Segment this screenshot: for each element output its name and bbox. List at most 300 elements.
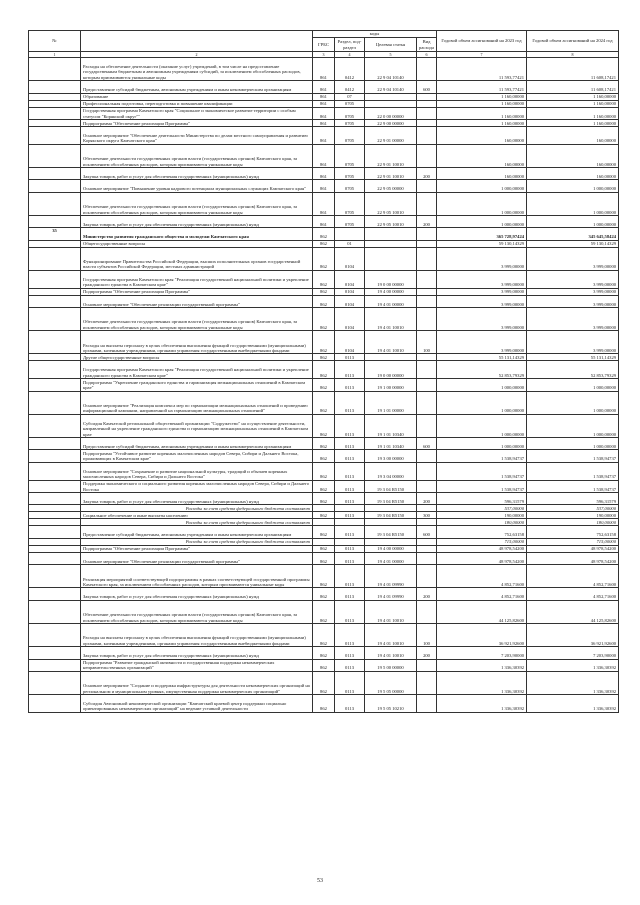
row-description: Министерство развития гражданского общества и молодежи Камчатского края (81, 228, 313, 240)
row-grbs: 862 (313, 228, 335, 240)
row-description: Подпрограмма "Развитие гражданской активности и государственная поддержка некоммерческих неправительственных организаций" (81, 659, 313, 671)
row-description: Основное мероприятие "Обеспечение деятельности Министерства по делам местного самоуправления и развитию Корякского округа Камчатского края" (81, 126, 313, 144)
row-amount-2023: 365 728,97424 (437, 228, 527, 240)
row-celevaya: 19 4 01 09990 (365, 588, 417, 600)
row-amount-2024: 48 978,54200 (527, 545, 619, 552)
row-celevaya (365, 354, 417, 361)
row-amount-2024: 48 978,54200 (527, 552, 619, 564)
row-amount-2024: 180,00000 (527, 519, 619, 526)
row-celevaya: 19 5 00 00000 (365, 659, 417, 671)
row-description: Закупка товаров, работ и услуг для обеспечения государственных (муниципальных) нужд (81, 492, 313, 504)
row-amount-2023: 3 999,00000 (437, 331, 527, 354)
row-description: Подпрограмма "Обеспечение реализации Программы" (81, 545, 313, 552)
row-grbs: 862 (313, 545, 335, 552)
table-row (29, 228, 619, 240)
row-razdel: 0104 (335, 331, 365, 354)
row-description: Подпрограмма "Обеспечение реализации Программы" (81, 119, 313, 126)
row-celevaya: 19 4 00 00000 (365, 288, 417, 295)
table-row (29, 288, 619, 295)
row-razdel: 0104 (335, 308, 365, 331)
row-amount-2023: 48 978,54200 (437, 552, 527, 564)
row-razdel: 0113 (335, 552, 365, 564)
row-razdel: 0113 (335, 671, 365, 694)
row-description: Закупка товаров, работ и услуг для обеспечения государственных (муниципальных) нужд (81, 167, 313, 179)
row-razdel: 0113 (335, 361, 365, 379)
row-amount-2023: 1 336,30392 (437, 671, 527, 694)
row-razdel (335, 505, 365, 512)
row-grbs: 862 (313, 671, 335, 694)
row-razdel: 0113 (335, 695, 365, 713)
row-razdel: 0113 (335, 526, 365, 538)
row-celevaya (365, 247, 417, 270)
row-amount-2023: 4 852,71600 (437, 565, 527, 588)
row-amount-2024: 1 336,30392 (527, 671, 619, 694)
row-amount-2023: 190,00000 (437, 512, 527, 519)
row-grbs: 861 (313, 58, 335, 81)
row-description: Основное мероприятие "Создание и поддержка инфраструктуры для деятельности некоммерческих организаций на региональном и муниципальном уровнях, имущественная поддержка некоммерческих организаций" (81, 671, 313, 694)
row-celevaya: 19 3 04 R5150 (365, 512, 417, 519)
row-vid (417, 354, 437, 361)
row-vid (417, 144, 437, 167)
row-description: Субсидия Автономной некоммерческой организации "Камчатский краевой центр поддержки социально ориентированных некоммерческих организаций" на ведение уставной деятельности (81, 695, 313, 713)
row-vid (417, 480, 437, 492)
row-number (29, 58, 81, 81)
column-number: 1 (29, 52, 81, 58)
row-description: Закупка товаров, работ и услуг для обеспечения государственных (муниципальных) нужд (81, 215, 313, 227)
row-amount-2024: 3 999,00000 (527, 288, 619, 295)
row-number (29, 512, 81, 519)
row-grbs: 862 (313, 450, 335, 462)
row-grbs: 862 (313, 240, 335, 247)
row-vid (417, 308, 437, 331)
row-amount-2023: 1 000,00000 (437, 438, 527, 450)
row-amount-2024: 4 852,71600 (527, 588, 619, 600)
row-amount-2024: 190,00000 (527, 512, 619, 519)
budget-table (28, 30, 619, 713)
row-amount-2023: 1 000,00000 (437, 192, 527, 215)
row-razdel: 0113 (335, 480, 365, 492)
row-amount-2024: 3 999,00000 (527, 247, 619, 270)
row-amount-2024: 160,00000 (527, 167, 619, 179)
row-vid: 200 (417, 647, 437, 659)
row-celevaya: 19 0 00 00000 (365, 361, 417, 379)
row-amount-2024: 4 852,71600 (527, 565, 619, 588)
table-row (29, 100, 619, 107)
row-amount-2024: 1 336,30392 (527, 695, 619, 713)
table-row (29, 659, 619, 671)
row-amount-2023: 160,00000 (437, 126, 527, 144)
row-description: Расходы за счет средств федерального бюджета составляют (81, 538, 313, 545)
row-amount-2023: 3 999,00000 (437, 295, 527, 307)
row-description: Расходы на обеспечение деятельности (оказание услуг) учреждений, в том числе на предоставление государственным бюджетным и автономным учреждениям субсидий, за исключением обособленных расходов, которым присваиваются уникальные коды (81, 58, 313, 81)
row-grbs: 861 (313, 215, 335, 227)
row-celevaya: 22 9 01 00000 (365, 126, 417, 144)
row-description: Предоставление субсидий бюджетным, автономным учреждениям и иным некоммерческим организациям (81, 526, 313, 538)
row-description: Основное мероприятие "Повышение уровня кадрового потенциала муниципальных служащих Камчатского края" (81, 180, 313, 192)
table-row (29, 331, 619, 354)
row-description: Другие общегосударственные вопросы (81, 354, 313, 361)
row-number (29, 270, 81, 288)
row-grbs: 861 (313, 144, 335, 167)
table-row (29, 450, 619, 462)
row-celevaya: 19 4 00 00000 (365, 545, 417, 552)
row-description: Расходы за счет средств федерального бюджета составляют (81, 519, 313, 526)
column-number: 3 (313, 52, 335, 58)
row-description: Подпрограмма "Обеспечение реализации Программы" (81, 288, 313, 295)
row-number (29, 565, 81, 588)
row-razdel: 07 (335, 93, 365, 100)
row-amount-2024: 715,00000 (527, 538, 619, 545)
budget-page (28, 30, 618, 713)
row-celevaya: 22 0 00 00000 (365, 107, 417, 119)
row-razdel: 0705 (335, 192, 365, 215)
row-celevaya: 22 9 04 10140 (365, 81, 417, 93)
row-number (29, 93, 81, 100)
row-description: Подпрограмма "Укрепление гражданского единства и гармонизация межнациональных отношений в Камчатском крае" (81, 379, 313, 391)
row-amount-2023: 3 999,00000 (437, 288, 527, 295)
table-row (29, 492, 619, 504)
row-description: Реализация мероприятий соответствующей подпрограммы в рамках соответствующей государственной программы Камчатского края, за исключением обособленных расходов, которым присваиваются уникальные коды (81, 565, 313, 588)
row-grbs: 862 (313, 379, 335, 391)
row-amount-2023: 1 000,00000 (437, 391, 527, 414)
row-number (29, 100, 81, 107)
table-body (29, 58, 619, 713)
row-razdel: 0113 (335, 647, 365, 659)
row-amount-2024: 1 538,94737 (527, 462, 619, 480)
row-vid (417, 600, 437, 623)
row-grbs: 861 (313, 119, 335, 126)
row-razdel: 0113 (335, 391, 365, 414)
row-vid (417, 126, 437, 144)
row-celevaya: 19 4 01 10010 (365, 308, 417, 331)
row-grbs: 862 (313, 695, 335, 713)
row-number (29, 126, 81, 144)
table-row (29, 192, 619, 215)
row-description: Основное мероприятие "Сохранение и развитие национальной культуры, традиций и обычаев коренных малочисленных народов Севера, Сибири и Дальнего Востока" (81, 462, 313, 480)
row-celevaya: 22 9 04 10140 (365, 58, 417, 81)
row-celevaya: 22 9 01 10010 (365, 167, 417, 179)
row-grbs: 862 (313, 361, 335, 379)
row-vid (417, 565, 437, 588)
row-razdel: 0705 (335, 144, 365, 167)
row-description: Образование (81, 93, 313, 100)
table-row (29, 438, 619, 450)
table-row (29, 119, 619, 126)
row-razdel: 0113 (335, 623, 365, 646)
row-razdel: 0705 (335, 119, 365, 126)
row-number (29, 552, 81, 564)
row-vid: 200 (417, 215, 437, 227)
table-row (29, 623, 619, 646)
row-amount-2024: 55 131,14329 (527, 354, 619, 361)
table-row (29, 671, 619, 694)
row-number (29, 623, 81, 646)
row-vid: 600 (417, 438, 437, 450)
row-number (29, 180, 81, 192)
row-description: Закупка товаров, работ и услуг для обеспечения государственных (муниципальных) нужд (81, 588, 313, 600)
row-grbs: 862 (313, 354, 335, 361)
row-grbs: 862 (313, 270, 335, 288)
row-number (29, 492, 81, 504)
row-amount-2023: 1 160,00000 (437, 100, 527, 107)
row-razdel: 0104 (335, 288, 365, 295)
row-amount-2024: 1 000,00000 (527, 391, 619, 414)
row-number (29, 379, 81, 391)
row-number (29, 462, 81, 480)
row-amount-2023: 1 000,00000 (437, 180, 527, 192)
row-razdel: 0113 (335, 354, 365, 361)
row-vid (417, 288, 437, 295)
table-row (29, 462, 619, 480)
row-amount-2024: 3 999,00000 (527, 270, 619, 288)
row-vid (417, 361, 437, 379)
row-celevaya: 19 4 01 10010 (365, 647, 417, 659)
row-amount-2024: 1 000,00000 (527, 192, 619, 215)
table-row (29, 600, 619, 623)
header-description (81, 31, 313, 52)
row-number (29, 600, 81, 623)
table-row (29, 552, 619, 564)
row-celevaya: 19 3 04 R5150 (365, 492, 417, 504)
row-razdel: 0705 (335, 180, 365, 192)
table-row (29, 361, 619, 379)
row-amount-2023: 752,63158 (437, 526, 527, 538)
row-celevaya: 19 5 05 10210 (365, 695, 417, 713)
row-vid: 300 (417, 512, 437, 519)
row-razdel: 0113 (335, 438, 365, 450)
row-amount-2024: 160,00000 (527, 144, 619, 167)
row-amount-2023: 1 160,00000 (437, 107, 527, 119)
row-number (29, 505, 81, 512)
row-vid (417, 228, 437, 240)
row-amount-2024: 1 000,00000 (527, 438, 619, 450)
row-razdel: 0705 (335, 100, 365, 107)
row-grbs: 862 (313, 526, 335, 538)
row-number (29, 695, 81, 713)
row-number (29, 526, 81, 538)
row-grbs: 862 (313, 308, 335, 331)
row-grbs: 862 (313, 600, 335, 623)
table-row (29, 295, 619, 307)
row-amount-2024: 44 125,82600 (527, 600, 619, 623)
row-grbs: 862 (313, 414, 335, 437)
row-razdel: 0113 (335, 600, 365, 623)
row-celevaya: 19 3 04 R5150 (365, 480, 417, 492)
row-grbs: 861 (313, 81, 335, 93)
row-razdel: 0113 (335, 545, 365, 552)
row-vid (417, 379, 437, 391)
row-celevaya (365, 228, 417, 240)
column-number: 2 (81, 52, 313, 58)
row-vid (417, 100, 437, 107)
row-description: Поддержка экономического и социального развития коренных малочисленных народов Севера, Сибири и Дальнего Востока (81, 480, 313, 492)
row-celevaya: 19 3 04 00000 (365, 462, 417, 480)
row-amount-2023: 7 203,90000 (437, 647, 527, 659)
row-celevaya (365, 538, 417, 545)
row-number: 35 (29, 228, 81, 240)
table-row (29, 588, 619, 600)
row-amount-2024: 3 999,00000 (527, 308, 619, 331)
row-description: Субсидия Камчатской региональной общественной организации "Содружество" на осуществление деятельности, направленной на укрепление гражданского единства и гармонизацию межнациональных отношений в Камчатском крае (81, 414, 313, 437)
row-celevaya: 19 4 01 09990 (365, 565, 417, 588)
table-row (29, 180, 619, 192)
row-celevaya: 22 9 00 00000 (365, 119, 417, 126)
row-razdel: 0113 (335, 450, 365, 462)
row-celevaya: 19 0 00 00000 (365, 270, 417, 288)
row-amount-2024: 1 160,00000 (527, 119, 619, 126)
row-razdel: 01 (335, 240, 365, 247)
row-number (29, 247, 81, 270)
row-description: Обеспечение деятельности государственных органов власти (государственных органов) Камчатского края, за исключением обособленных расходов, которым присваиваются уникальные коды (81, 308, 313, 331)
row-amount-2024: 1 000,00000 (527, 180, 619, 192)
row-amount-2023: 1 000,00000 (437, 414, 527, 437)
row-celevaya (365, 505, 417, 512)
row-number (29, 538, 81, 545)
row-razdel: 0113 (335, 492, 365, 504)
row-number (29, 361, 81, 379)
row-amount-2023: 1 336,30392 (437, 659, 527, 671)
row-vid (417, 240, 437, 247)
row-vid (417, 552, 437, 564)
table-row (29, 414, 619, 437)
table-row (29, 526, 619, 538)
row-celevaya: 19 4 01 00000 (365, 295, 417, 307)
row-number (29, 588, 81, 600)
row-vid (417, 58, 437, 81)
header-number: № (29, 31, 81, 52)
row-amount-2024: 1 538,94737 (527, 450, 619, 462)
row-vid: 200 (417, 492, 437, 504)
row-number (29, 192, 81, 215)
table-row (29, 512, 619, 519)
row-number (29, 215, 81, 227)
header-codes: коды (313, 31, 437, 38)
row-amount-2024: 596,31579 (527, 492, 619, 504)
row-celevaya: 19 3 04 R5150 (365, 526, 417, 538)
row-celevaya (365, 93, 417, 100)
table-row (29, 107, 619, 119)
row-vid (417, 270, 437, 288)
row-grbs: 861 (313, 100, 335, 107)
row-description: Предоставление субсидий бюджетным, автономным учреждениям и иным некоммерческим организациям (81, 438, 313, 450)
row-description: Функционирование Правительства Российской Федерации, высших исполнительных органов государственной власти субъектов Российской Федерации, местных администраций (81, 247, 313, 270)
row-celevaya (365, 100, 417, 107)
row-amount-2024: 36 921,92600 (527, 623, 619, 646)
row-description: Обеспечение деятельности государственных органов власти (государственных органов) Камчатского края, за исключением обособленных расходов, которым присваиваются уникальные коды (81, 192, 313, 215)
row-razdel: 0113 (335, 379, 365, 391)
table-row (29, 308, 619, 331)
row-amount-2023: 1 160,00000 (437, 93, 527, 100)
row-grbs: 862 (313, 565, 335, 588)
row-number (29, 647, 81, 659)
row-grbs: 861 (313, 126, 335, 144)
row-amount-2023: 537,00000 (437, 505, 527, 512)
row-number (29, 240, 81, 247)
row-vid (417, 505, 437, 512)
row-amount-2023: 715,00000 (437, 538, 527, 545)
row-description: Расходы за счет средств федерального бюджета составляют (81, 505, 313, 512)
row-celevaya: 22 9 05 10010 (365, 215, 417, 227)
row-vid (417, 538, 437, 545)
row-grbs: 862 (313, 295, 335, 307)
row-number (29, 331, 81, 354)
row-grbs: 862 (313, 331, 335, 354)
row-celevaya: 19 4 01 10010 (365, 623, 417, 646)
row-description: Обеспечение деятельности государственных органов власти (государственных органов) Камчатского края, за исключением обособленных расходов, которым присваиваются уникальные коды (81, 600, 313, 623)
row-razdel: 0113 (335, 565, 365, 588)
table-row (29, 144, 619, 167)
header-volume-2024: Годовой объем ассигнований на 2024 год (527, 31, 619, 52)
row-vid: 600 (417, 526, 437, 538)
table-row (29, 519, 619, 526)
row-razdel (335, 228, 365, 240)
row-amount-2023: 3 999,00000 (437, 247, 527, 270)
row-vid (417, 671, 437, 694)
row-vid: 600 (417, 81, 437, 93)
table-row (29, 695, 619, 713)
table-row (29, 545, 619, 552)
row-razdel: 0412 (335, 81, 365, 93)
row-description: Основное мероприятие "Реализация комплекса мер по гармонизации межнациональных отношений и проведению информационной кампании, направленной на гармонизацию межнациональных отношений" (81, 391, 313, 414)
row-razdel (335, 538, 365, 545)
row-vid (417, 414, 437, 437)
row-number (29, 659, 81, 671)
row-amount-2023: 180,00000 (437, 519, 527, 526)
row-grbs: 861 (313, 93, 335, 100)
row-amount-2023: 160,00000 (437, 144, 527, 167)
row-vid (417, 295, 437, 307)
header-grbs: ГРБС (313, 38, 335, 52)
row-grbs (313, 505, 335, 512)
row-description: Основное мероприятие "Обеспечение реализации государственной программы" (81, 552, 313, 564)
row-vid: 200 (417, 167, 437, 179)
row-number (29, 414, 81, 437)
row-amount-2023: 1 160,00000 (437, 119, 527, 126)
row-amount-2024: 1 000,00000 (527, 215, 619, 227)
row-amount-2024: 1 160,00000 (527, 107, 619, 119)
column-number: 4 (335, 52, 365, 58)
row-razdel: 0113 (335, 588, 365, 600)
row-vid (417, 192, 437, 215)
table-row (29, 167, 619, 179)
row-vid (417, 391, 437, 414)
row-vid (417, 119, 437, 126)
row-amount-2023: 55 131,14329 (437, 354, 527, 361)
row-amount-2023: 44 125,82600 (437, 600, 527, 623)
row-number (29, 438, 81, 450)
row-number (29, 119, 81, 126)
table-row (29, 81, 619, 93)
row-description: Государственная программа Камчатского края "Реализация государственной национальной политики и укрепление гражданского единства в Камчатском крае" (81, 361, 313, 379)
column-number: 7 (437, 52, 527, 58)
row-number (29, 167, 81, 179)
row-amount-2024: 11 608,17421 (527, 81, 619, 93)
row-number (29, 81, 81, 93)
row-amount-2023: 36 921,92600 (437, 623, 527, 646)
row-vid (417, 545, 437, 552)
column-number: 5 (365, 52, 417, 58)
row-amount-2023: 52 853,79329 (437, 361, 527, 379)
row-vid (417, 695, 437, 713)
row-number (29, 354, 81, 361)
row-vid (417, 659, 437, 671)
row-amount-2023: 48 978,54200 (437, 545, 527, 552)
row-amount-2024: 1 160,00000 (527, 100, 619, 107)
row-grbs: 862 (313, 588, 335, 600)
row-amount-2023: 11 593,77421 (437, 58, 527, 81)
row-celevaya: 19 1 01 00000 (365, 391, 417, 414)
row-amount-2023: 3 999,00000 (437, 270, 527, 288)
